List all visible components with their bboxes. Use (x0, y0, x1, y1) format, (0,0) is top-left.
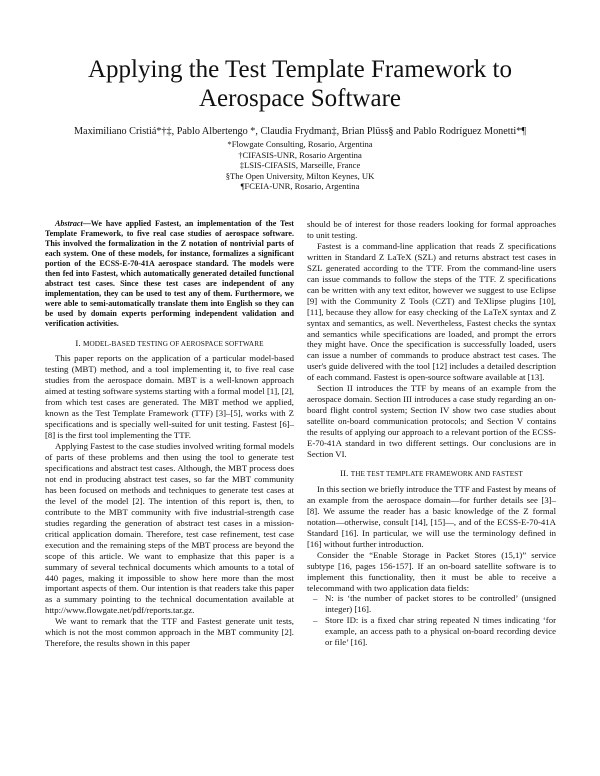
list-item: – N: is ‘the number of packet stores to be controlled’ (unsigned integer) [16]. (313, 593, 556, 615)
section-number: II. (340, 467, 349, 478)
affiliation: †CIFASIS-UNR, Rosario Argentina (238, 149, 362, 160)
body-paragraph: We want to remark that the TTF and Fastest generate unit tests, which is not the most common approach in the MBT community [2]. Therefore, the results shown in this paper (45, 616, 294, 649)
field-list (307, 593, 556, 648)
body-paragraph: This paper reports on the application of a particular model-based testing (MBT) method, and a tool implementing it, to five real case studies from the aerospace domain. MBT is a well-known approach aimed at testing software systems starting with a formal model [1], [2], from which test cases are generated. The MBT method we applied, known as the Test Template Framework (TTF) [3]–[5], works with Z specifications and is specially well-suited for unit testing. Fastest [6]–[8] is the first tool implementing the TTF. (45, 353, 294, 441)
affiliation: §The Open University, Milton Keynes, UK (225, 170, 375, 181)
abstract (45, 219, 294, 330)
left-column (45, 219, 294, 649)
right-column (307, 219, 556, 648)
list-item: – Store ID: is a fixed char string repeated N times indicating ‘for example, an access path to a physical on-board recording device or file’ [16]. (313, 615, 556, 648)
section-heading-2 (307, 468, 556, 480)
affiliation: ¶FCEIA-UNR, Rosario, Argentina (240, 181, 360, 192)
section-heading-1 (45, 338, 294, 350)
section-title: MODEL-BASED TESTING OF AEROSPACE SOFTWARE (82, 339, 264, 348)
body-paragraph: In this section we briefly introduce the TTF and Fastest by means of an example from the aerospace domain—for further details see [3]–[8]. We assume the reader has a basic knowledge of the Z formal notation—otherwise, consult [14], [15]—, and of the ECSS-E-70-41A Standard [16]. In particular, we will use the terminology defined in [16] without further introduction. (307, 483, 556, 549)
affiliation: ‡LSIS-CIFASIS, Marseille, France (239, 160, 361, 171)
body-paragraph: Applying Fastest to the case studies involved writing formal models of parts of these problems and then using the tool to generate test specifications and abstract test cases. Although, the MBT process does not end in producing abstract test cases, so far the MBT community has been focused on methods and techniques to generate test cases at the level of the model [2]. The intention of this report is, then, to contribute to the MBT community with five industrial-strength case studies regarding the generation of abstract test cases in a mission-critical application domain. Therefore, test case refinement, test case execution and the remaining steps of the MBT process are beyond the scope of this article. We want to emphasize that this paper is a summary of several technical documents which amounts to a total of 440 pages, making it impossible to show here more than the most important aspects of them. Our intention is that readers take this paper as a summary pointing to the technical documentation available at http://www.flowgate.net/pdf/reports.tar.gz. (45, 441, 294, 616)
author-list: Maximiliano Cristiá*†‡, Pablo Albertengo *, Claudia Frydman‡, Brian Plüss§ and Pablo Rodríguez Monetti*¶ (74, 126, 526, 137)
section-number: I. (75, 337, 81, 348)
body-paragraph: Section II introduces the TTF by means of an example from the aerospace domain. Section III introduces a case study regarding an on-board flight control system; Section IV show two case studies about satellite on-board communication protocols; and Section V contains the results of applying our approach to a relevant portion of the ECSS-E-70-41A standard in two different settings. Our conclusions are in Section VI. (307, 383, 556, 460)
affiliation: *Flowgate Consulting, Rosario, Argentina (227, 139, 373, 149)
body-paragraph: should be of interest for those readers looking for formal approaches to unit testing. (307, 219, 556, 240)
abstract-text: —We have applied Fastest, an implementation of the Test Template Framework, to five real case studies of aerospace software. This involved the formalization in the Z notation of nontrivial parts of each system. One of these models, for instance, formalizes a significant portion of the ECSS-E-70-41A aerospace standard. The models were then fed into Fastest, which automatically generated detailed functional abstract test cases. Since these test cases are independent of any implementation, they can be used to test any of them. Furthermore, we were able to semi-automatically translate them into English so they can be used by domain experts performing independent validation and verification activities. (45, 219, 294, 329)
body-paragraph: Fastest is a command-line application that reads Z specifications written in Standard Z LaTeX (SZL) and returns abstract test cases in SZL generated according to the TTF. From the command-line users can issue commands to follow the steps of the TTF. Z specifications can be written with any text editor, however we suggest to use Eclipse [9] with the Community Z Tools (CZT) and TeXlipse plugins [10], [11], because they allow for easy checking of the LaTeX syntax and Z syntax and semantics, as well. Nevertheless, Fastest checks the syntax and semantics while specifications are loaded, and prompt the errors they might have. Once the specification is successfully loaded, users can issue a number of commands to produce abstract test cases. The user's guide delivered with the tool [12] includes a detailed description of each command. Fastest is open-source software available at [13]. (307, 240, 556, 383)
body-paragraph: Consider the “Enable Storage in Packet Stores (15,1)” service subtype [16, pages 156-157]. If an on-board satellite software is to implement this functionality, then it must be able to receive a telecommand with two application data fields: (307, 549, 556, 593)
abstract-lead: Abstract (55, 219, 83, 228)
paper-title: Applying the Test Template Framework to Aerospace Software (88, 56, 512, 112)
section-title: THE TEST TEMPLATE FRAMEWORK AND FASTEST (350, 469, 523, 478)
affiliation-list (30, 139, 570, 192)
